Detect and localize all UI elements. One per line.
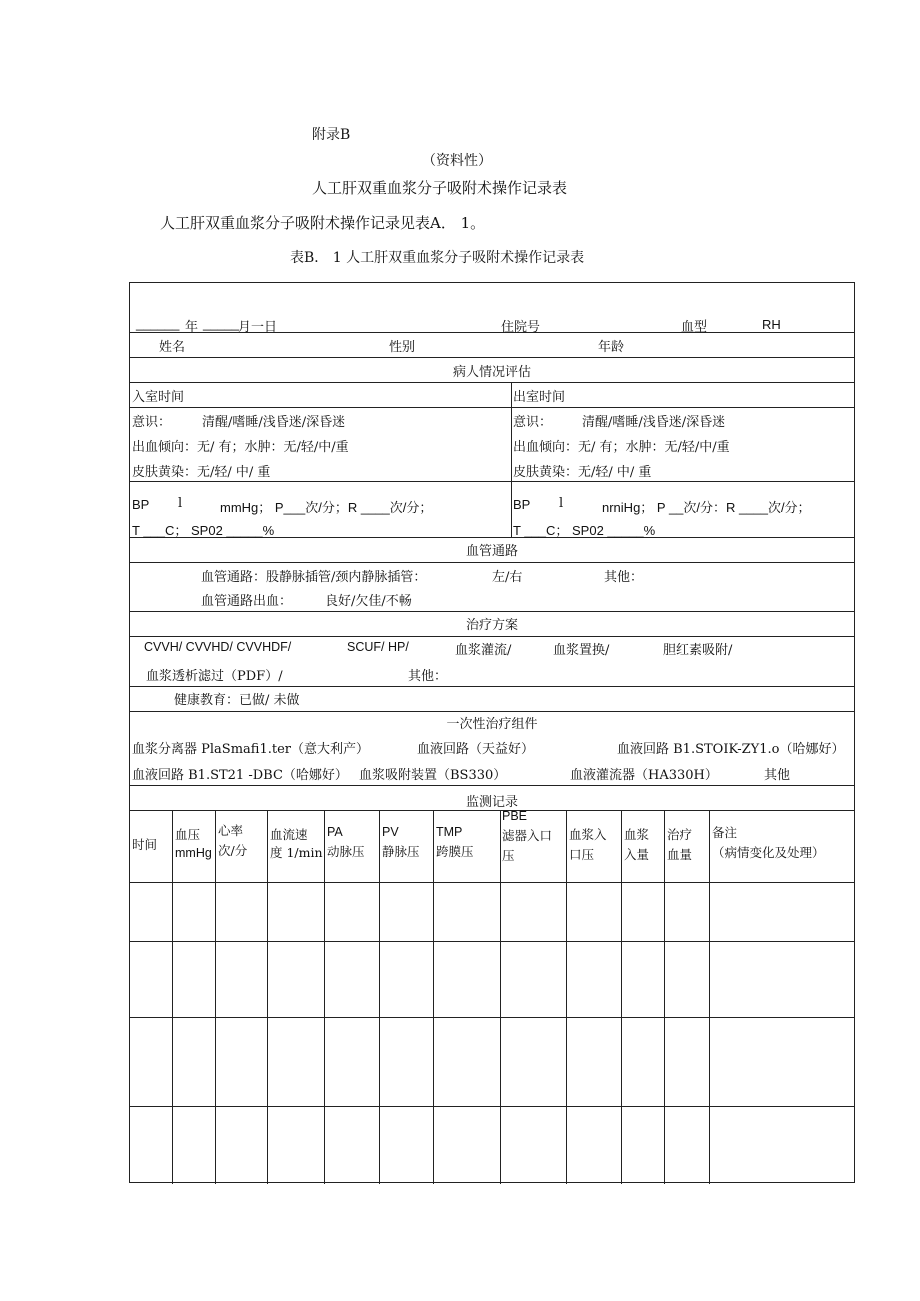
operation-record-form [129,282,855,1183]
date-year-label: 年 [185,320,199,335]
in-out-divider [511,382,512,537]
component-plasma-separator: 血浆分离器 PlaSmafi1.ter（意大利产） [132,742,369,757]
date-blank-2: _____ [203,316,240,331]
monitor-row-1[interactable] [130,882,854,941]
row-divider [130,810,854,811]
out-temp-spo2: T ___C； SP02 _____% [513,523,656,538]
component-hemoperfusor: 血液灌流器（HA330H） [570,768,718,783]
out-jaundice: 皮肤黄染：无/轻/ 中/ 重 [513,465,652,480]
in-time-label: 入室时间 [132,390,185,405]
in-bp-label: BP [132,497,150,512]
out-consciousness-options: 清醒/嗜睡/浅昏迷/深昏迷 [582,415,726,430]
treatment-pdf: 血浆透析滤过（PDF）/ [146,669,283,684]
treatment-plasma-perfusion: 血浆灌流/ [455,643,512,658]
component-other-label: 其他 [764,768,791,783]
in-jaundice: 皮肤黄染：无/轻/ 中/ 重 [132,465,271,480]
row-divider [130,686,854,687]
appendix-title: 人工肝双重血浆分子吸附术操作记录表 [312,179,568,197]
col-header-plasma-volume: 血浆 入量 [624,827,650,862]
out-bp-label: BP [513,497,531,512]
treatment-bilirubin-adsorption: 胆红素吸附/ [663,643,733,658]
treatment-plasma-exchange: 血浆置换/ [553,643,610,658]
monitor-row-3[interactable] [130,1017,854,1106]
patient-sex-label: 性别 [389,340,416,355]
monitor-row-4[interactable] [130,1106,854,1182]
in-bleeding-edema: 出血倾向：无/ 有；水肿：无/轻/中/重 [132,440,349,455]
col-header-plasma-inlet-pressure: 血浆入 口压 [569,827,607,862]
component-blood-circuit-3: 血液回路 B1.ST21 -DBC（哈娜好） [132,768,348,783]
col-header-blood-pressure: 血压 mmHg [175,827,212,860]
col-header-pv: PV 静脉压 [382,825,420,859]
out-time-label: 出室时间 [513,390,566,405]
vascular-access-label: 血管通路：股静脉插管/颈内静脉插管： [201,570,427,585]
section-vascular-header: 血管通路 [465,544,518,559]
row-divider [130,382,854,383]
in-consciousness-label: 意识： [132,415,172,430]
component-blood-circuit-2: 血液回路 B1.STOIK-ZY1.o（哈娜好） [617,742,845,757]
component-blood-circuit-1: 血液回路（天益好） [417,742,535,757]
out-bp-slash: l [559,496,564,511]
out-bleeding-edema: 出血倾向：无/ 有；水肿：无/轻/中/重 [513,440,730,455]
monitor-row-2[interactable] [130,941,854,1017]
patient-name-label: 姓名 [159,340,186,355]
section-assessment-header: 病人情况评估 [452,365,531,380]
treatment-cvvh-modes: CVVH/ CVVHD/ CVVHDF/ [144,640,292,654]
row-divider [130,481,854,482]
health-education: 健康教育：已做/ 未做 [174,693,300,708]
treatment-other-label: 其他： [408,669,448,684]
vascular-bleeding-options: 良好/欠佳/不畅 [325,594,412,609]
col-header-time: 时间 [132,837,158,852]
blood-type-label: 血型 [681,320,708,335]
in-vitals-line: mmHg； P___次/分；R ____次/分； [220,500,433,515]
section-treatment-header: 治疗方案 [465,618,518,633]
row-divider [130,562,854,563]
section-components-header: 一次性治疗组件 [446,717,538,732]
admission-number-label: 住院号 [501,320,541,335]
component-plasma-adsorber: 血浆吸附装置（BS330） [359,768,507,783]
appendix-label: 附录B [312,127,351,143]
row-divider [130,357,854,358]
out-vitals-line: nrniHg； P __次/分：R ____次/分； [602,500,811,515]
table-caption: 表B． 1 人工肝双重血浆分子吸附术操作记录表 [290,250,585,266]
col-header-heart-rate: 心率 次/分 [218,823,248,858]
in-bp-slash: l [178,496,183,511]
intro-text: 人工肝双重血浆分子吸附术操作记录见表A． 1。 [160,214,486,232]
vascular-side-options: 左/右 [492,570,523,585]
in-temp-spo2: T ___C； SP02 _____% [132,523,275,538]
row-divider [130,636,854,637]
col-header-remarks: 备注 （病情变化及处理） [712,825,825,860]
col-header-tmp: TMP 跨膜压 [436,825,474,859]
treatment-scuf-hp: SCUF/ HP/ [347,640,409,654]
rh-label: RH [762,317,781,332]
patient-age-label: 年龄 [598,340,625,355]
row-divider [130,711,854,712]
appendix-nature: （资料性） [422,153,492,169]
col-header-pbe: PBE 滤器入口 压 [502,809,553,863]
out-consciousness-label: 意识： [513,415,553,430]
col-header-pa: PA 动脉压 [327,825,365,859]
row-divider [130,785,854,786]
vascular-other-label: 其他： [604,570,644,585]
in-consciousness-options: 清醒/嗜睡/浅昏迷/深昏迷 [202,415,346,430]
col-header-treatment-blood-volume: 治疗 血量 [667,827,693,862]
vascular-bleeding-label: 血管通路出血： [201,594,293,609]
row-divider [130,407,854,408]
row-divider [130,611,854,612]
date-month-day-label: 月一日 [238,320,278,335]
date-blank-1: ______ [136,316,180,331]
col-header-blood-flow: 血流速 度 1/min [270,827,323,860]
section-monitoring-header: 监测记录 [465,795,518,810]
